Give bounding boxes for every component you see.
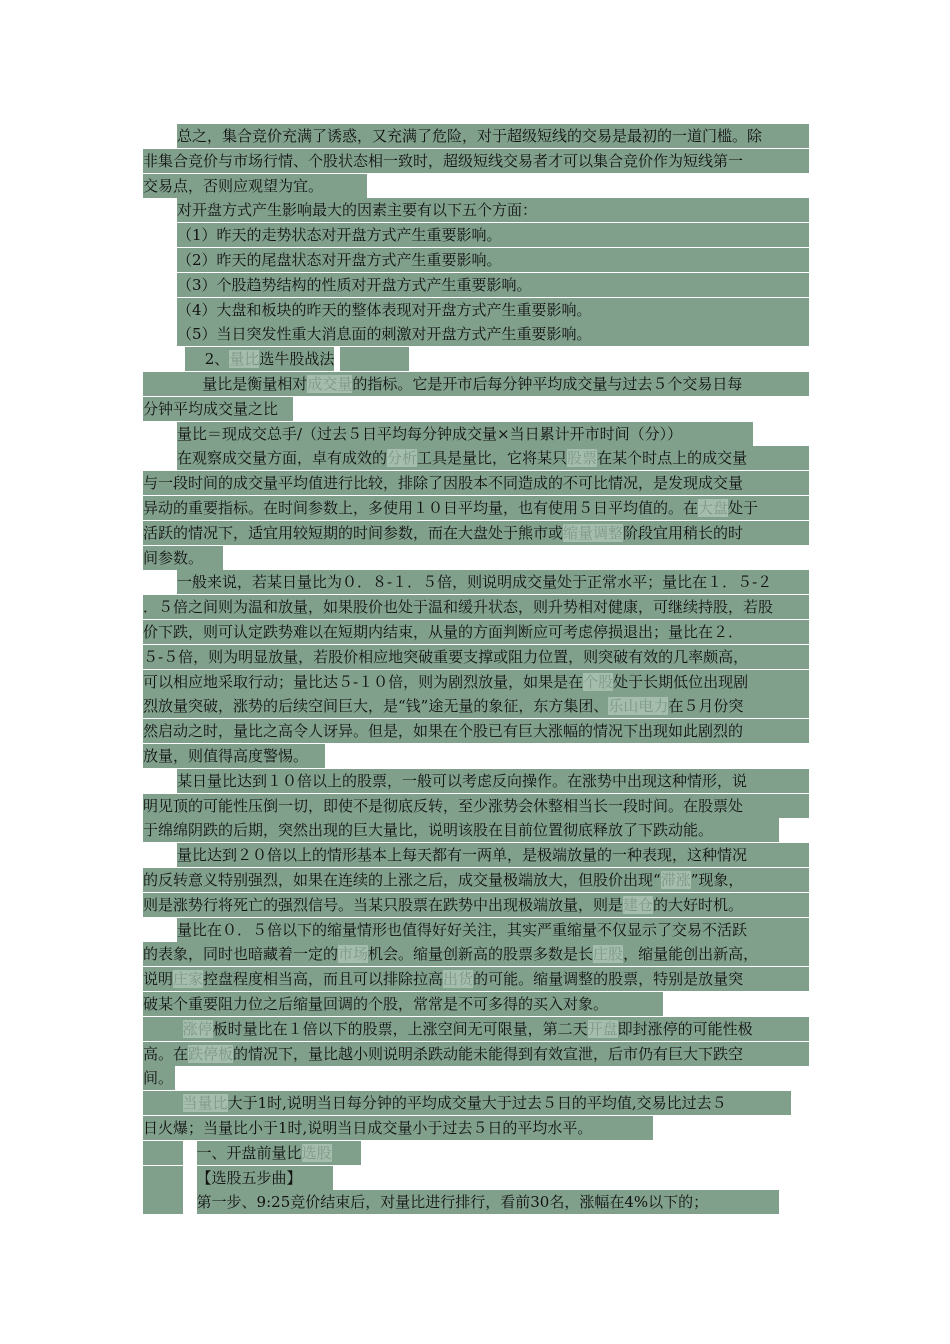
keyword-link[interactable]: 缩量调整 (563, 523, 624, 542)
text-segment: 的可能。缩量调整的股票，特别是放量突 (473, 970, 744, 989)
text-segment: 交易点，否则应观望为宜。 (143, 176, 324, 195)
text-line (143, 1141, 809, 1165)
text-line (143, 273, 809, 297)
keyword-link[interactable]: 分析 (387, 449, 418, 468)
text-segment: 一般来说，若某日量比为０．８-１．５倍，则说明成交量处于正常水平；量比在１．５-２ (177, 573, 773, 592)
text-segment: 与一段时间的成交量平均值进行比较，排除了因股本不同造成的不可比情况，是发现成交量 (143, 474, 744, 493)
text-segment (143, 1193, 183, 1211)
text-segment: 的指标。它是开市后每分钟平均成交量与过去５个交易日每 (352, 375, 743, 393)
text-line (143, 918, 809, 942)
text-line (143, 992, 809, 1016)
text-segment: 明见顶的可能性压倒一切，即使不是彻底反转，至少涨势会休整相当长一段时间。在股票处 (143, 796, 744, 815)
text-segment: ５-５倍，则为明显放量，若股价相应地突破重要支撑或阻力位置，则突破有效的几率颇高， (143, 647, 749, 666)
text-line (143, 223, 809, 247)
text-segment: 量比在０．５倍以下的缩量情形也值得好好关注，其实严重缩量不仅显示了交易不活跃 (177, 920, 748, 939)
keyword-link[interactable]: 当量比 (182, 1094, 228, 1113)
text-line (143, 298, 809, 322)
text-line (143, 372, 809, 396)
text-segment: ．５倍之间则为温和放量，如果股价也处于温和缓升状态，则升势相对健康，可继续持股，若股 (143, 598, 774, 617)
text-segment: 2、 (185, 350, 230, 369)
text-line (143, 794, 809, 818)
text-segment: 对开盘方式产生影响最大的因素主要有以下五个方面： (177, 201, 538, 220)
text-line (143, 942, 809, 966)
text-line (143, 446, 809, 470)
keyword-link[interactable]: 选股 (301, 1143, 332, 1162)
text-line (143, 322, 809, 346)
text-segment: 在观察成交量方面，卓有成效的 (177, 449, 388, 468)
text-segment: 的反转意义特别强烈，如果在连续的上涨之后，成交量极端放大，但股价出现“ (143, 871, 661, 889)
text-segment: 量比是衡量相对 (143, 375, 308, 393)
text-line (143, 744, 809, 768)
text-line (143, 347, 809, 371)
text-line (143, 149, 809, 173)
text-segment: 在某个时点上的成交量 (597, 449, 748, 468)
text-segment: 板时量比在１倍以下的股票，上涨空间无可限量，第二天 (212, 1019, 588, 1038)
text-line (143, 471, 809, 495)
keyword-link[interactable]: 滞涨 (660, 871, 691, 889)
text-segment: 量比达到２０倍以上的情形基本上每天都有一两单，是极端放量的一种表现，这种情况 (177, 846, 748, 865)
text-segment: （2）昨天的尾盘状态对开盘方式产生重要影响。 (177, 251, 502, 269)
text-line (143, 124, 809, 148)
text-segment: 量比＝现成交总手/（过去５日平均每分钟成交量×当日累计开市时间（分）） (177, 424, 683, 443)
text-segment: 在５月份突 (668, 697, 744, 716)
text-segment: 非集合竞价与市场行情、个股状态相一致时，超级短线交易者才可以集合竞价作为短线第一 (143, 151, 744, 170)
text-segment: 一、开盘前量比 (196, 1143, 302, 1162)
text-line (143, 1166, 809, 1190)
text-segment: 处于长期低位出现剧 (613, 672, 749, 691)
text-line (143, 198, 809, 222)
keyword-link[interactable]: 股票 (567, 449, 598, 468)
text-segment: 说明 (143, 970, 174, 989)
text-segment: 然启动之时，量比之高令人讶异。但是，如果在个股已有巨大涨幅的情况下出现如此剧烈的 (143, 722, 744, 741)
text-line (143, 620, 809, 644)
text-segment (143, 1169, 183, 1187)
text-segment: 间。 (143, 1069, 174, 1088)
text-segment: 第一步、9:25竞价结束后，对量比进行排行，看前30名，涨幅在4%以下的； (196, 1193, 709, 1212)
text-line (143, 868, 809, 892)
keyword-link[interactable]: 成交量 (307, 375, 353, 393)
text-segment: ”现象， (690, 871, 744, 889)
text-line (143, 1017, 809, 1041)
text-segment: 的大好时机。 (653, 895, 744, 914)
text-line (143, 1066, 809, 1090)
text-line (143, 893, 809, 917)
text-segment: （5）当日突发性重大消息面的刺激对开盘方式产生重要影响。 (177, 325, 592, 344)
text-line (143, 1190, 809, 1214)
text-segment: 活跃的情况下，适宜用较短期的时间参数，而在大盘处于熊市或 (143, 523, 564, 542)
text-segment: 高。在 (143, 1044, 189, 1063)
text-segment: （1）昨天的走势状态对开盘方式产生重要影响。 (177, 226, 502, 245)
keyword-link[interactable]: 庄股 (593, 945, 624, 964)
text-segment: 日火爆；当量比小于1时,说明当日成交量小于过去５日的平均水平。 (143, 1119, 593, 1137)
keyword-link[interactable]: 量比 (229, 350, 260, 369)
text-line (143, 397, 809, 421)
keyword-link[interactable]: 出货 (443, 970, 474, 989)
text-line (143, 1042, 809, 1066)
text-segment: 分钟平均成交量之比 (143, 399, 279, 418)
text-segment: 工具是量比，它将某只 (417, 449, 568, 468)
text-segment: 可以相应地采取行动；量比达５-１０倍，则为剧烈放量，如果是在 (143, 672, 584, 691)
text-line (143, 546, 809, 570)
text-line (143, 818, 809, 842)
keyword-link[interactable]: 开盘 (587, 1019, 618, 1038)
text-line (143, 719, 809, 743)
text-segment (143, 1144, 183, 1162)
text-segment: 某日量比达到１０倍以上的股票，一般可以考虑反向操作。在涨势中出现这种情形，说 (177, 771, 748, 790)
text-segment: 放量，则值得高度警惕。 (143, 747, 309, 765)
text-segment: 则是涨势行将死亡的强烈信号。当某只股票在跌势中出现极端放量，则是 (143, 895, 624, 914)
text-line (143, 521, 809, 545)
text-segment (143, 1094, 183, 1112)
text-segment: （3）个股趋势结构的性质对开盘方式产生重要影响。 (177, 275, 532, 294)
keyword-link[interactable]: 个股 (583, 672, 614, 691)
keyword-link[interactable]: 建仓 (623, 895, 654, 914)
text-segment: 的表象，同时也暗藏着一定的 (143, 945, 339, 964)
text-line (143, 1116, 809, 1140)
keyword-link[interactable]: 乐山电力 (608, 697, 669, 716)
text-line (143, 496, 809, 520)
text-segment: 阶段宜用稍长的时 (623, 523, 744, 542)
text-segment: 于绵绵阴跌的后期，突然出现的巨大量比，说明该股在目前位置彻底释放了下跌动能。 (143, 821, 714, 840)
text-segment: 控盘程度相当高，而且可以排除拉高 (203, 970, 444, 989)
text-line (143, 570, 809, 594)
text-line (143, 694, 809, 718)
keyword-link[interactable]: 涨停 (182, 1019, 213, 1038)
text-line (143, 645, 809, 669)
text-segment: 的情况下，量比越小则说明杀跌动能未能得到有效宣泄，后市仍有巨大下跌空 (233, 1044, 744, 1063)
text-segment: 总之，集合竞价充满了诱惑，又充满了危险，对于超级短线的交易是最初的一道门槛。除 (177, 127, 763, 145)
text-segment: 处于 (728, 499, 759, 517)
text-segment: 即封涨停的可能性极 (617, 1019, 753, 1038)
text-line (143, 670, 809, 694)
keyword-link[interactable]: 市场 (338, 945, 369, 964)
text-segment: 大于1时,说明当日每分钟的平均成交量大于过去５日的平均值,交易比过去５ (227, 1094, 727, 1113)
text-segment: 烈放量突破，涨势的后续空间巨大，是“钱”途无量的象征，东方集团、 (143, 697, 609, 716)
text-segment: 价下跌，则可认定跌势难以在短期内结束，从量的方面判断应可考虑停损退出；量比在２． (143, 623, 744, 641)
text-line (143, 595, 809, 619)
text-segment: （4）大盘和板块的昨天的整体表现对开盘方式产生重要影响。 (177, 300, 592, 319)
text-line (143, 248, 809, 272)
keyword-link[interactable]: 跌停板 (188, 1044, 234, 1063)
text-line (143, 769, 809, 793)
text-segment: 【选股五步曲】 (196, 1168, 302, 1187)
text-segment: 机会。缩量创新高的股票多数是长 (368, 945, 594, 964)
text-segment (143, 1020, 183, 1038)
text-segment (340, 350, 355, 368)
text-line (143, 1091, 809, 1115)
text-line (143, 843, 809, 867)
keyword-link[interactable]: 庄家 (173, 970, 204, 989)
text-line (143, 967, 809, 991)
text-line (143, 174, 809, 198)
text-segment: 异动的重要指标。在时间参数上，多使用１０日平均量，也有使用５日平均值的。在 (143, 499, 699, 517)
text-line (143, 422, 809, 446)
text-segment: 破某个重要阻力位之后缩量回调的个股，常常是不可多得的买入对象。 (143, 995, 609, 1013)
text-segment: 选牛股战法 (259, 350, 335, 369)
text-segment: ，缩量能创出新高， (623, 945, 759, 964)
text-segment: 间参数。 (143, 548, 204, 567)
keyword-link[interactable]: 大盘 (698, 499, 729, 517)
